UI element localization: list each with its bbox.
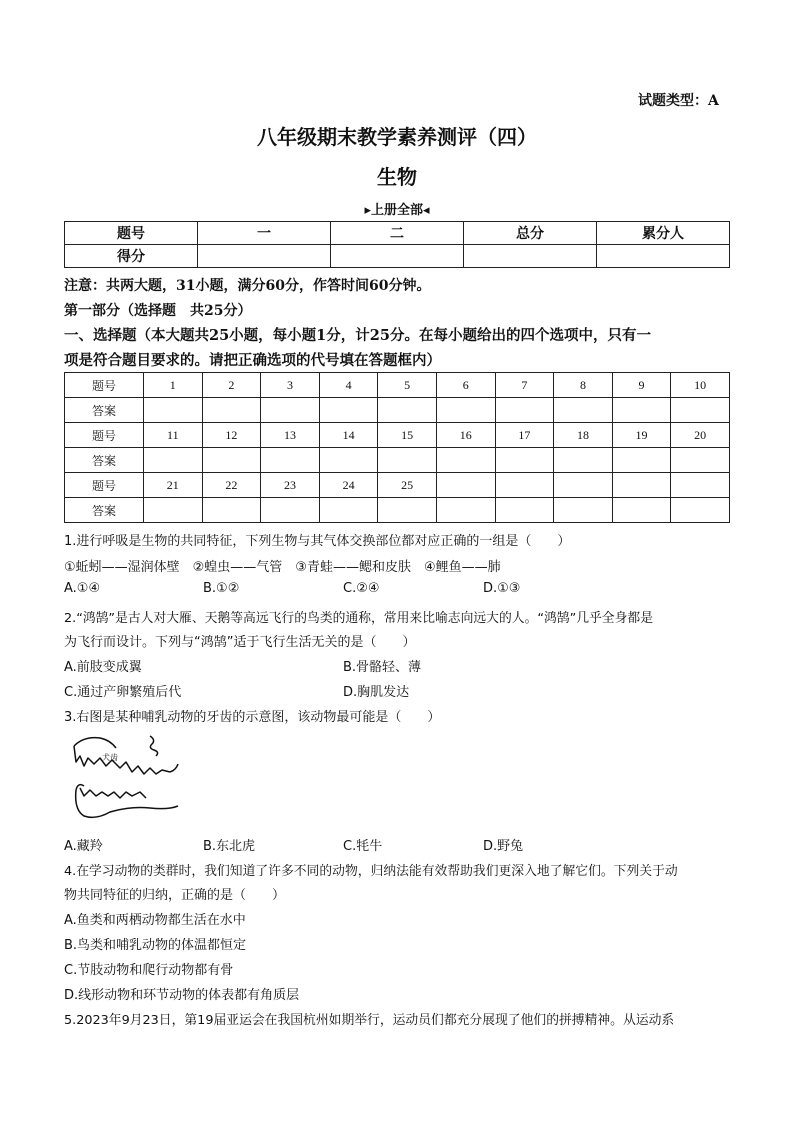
question-number-label: 题号 (65, 473, 144, 498)
exam-title: 八年级期末教学素养测评（四） (257, 125, 537, 149)
question-number: 4 (319, 373, 378, 398)
q1-items: ①蚯蚓——湿润体壁 ②蝗虫——气管 ③青蛙——鳃和皮肤 ④鲤鱼——肺 (64, 560, 501, 575)
q2-option-c[interactable]: C.通过产卵繁殖后代 (64, 685, 182, 700)
question-number: 11 (144, 423, 203, 448)
question-number: 14 (319, 423, 378, 448)
q4-stem-line2: 物共同特征的归纳，正确的是（ ） (64, 888, 286, 903)
question-number: 15 (378, 423, 437, 448)
scope-label: ▸上册全部◂ (364, 203, 430, 218)
answer-label: 答案 (65, 498, 144, 523)
answer-cell[interactable] (378, 498, 437, 523)
part1-title: 第一部分（选择题 共25分） (64, 303, 252, 319)
answer-cell[interactable] (319, 398, 378, 423)
q2-stem-line2: 为飞行而设计。下列与“鸿鹄”适于飞行生活无关的是（ ） (64, 635, 416, 650)
question-number: 20 (671, 423, 730, 448)
q3-option-c[interactable]: C.牦牛 (343, 839, 383, 854)
score-input-cell[interactable] (198, 245, 331, 268)
question-number: 22 (202, 473, 261, 498)
answer-cell[interactable] (436, 498, 495, 523)
canine-label: 犬齿 (102, 753, 118, 762)
question-number: 2 (202, 373, 261, 398)
answer-cell[interactable] (554, 498, 613, 523)
question-number: 7 (495, 373, 554, 398)
answer-cell[interactable] (261, 398, 320, 423)
score-header-cell: 一 (198, 222, 331, 245)
q4-option-d[interactable]: D.线形动物和环节动物的体表都有角质层 (64, 988, 300, 1003)
answer-cell[interactable] (202, 398, 261, 423)
answer-cell[interactable] (319, 498, 378, 523)
question-type-label: 试题类型：A (638, 93, 719, 109)
q3-option-d[interactable]: D.野兔 (483, 839, 524, 854)
answer-cell[interactable] (319, 448, 378, 473)
answer-cell[interactable] (436, 448, 495, 473)
subject-title: 生物 (377, 165, 417, 189)
question-number (554, 473, 613, 498)
score-input-cell[interactable] (464, 245, 597, 268)
answer-grid-question-row (65, 423, 730, 448)
score-input-cell[interactable] (597, 245, 730, 268)
answer-cell[interactable] (612, 448, 671, 473)
score-header-cell: 题号 (65, 222, 198, 245)
answer-cell[interactable] (144, 448, 203, 473)
q1-option-a[interactable]: A.①④ (64, 581, 101, 596)
answer-grid-question-row (65, 473, 730, 498)
q4-option-c[interactable]: C.节肢动物和爬行动物都有骨 (64, 963, 234, 978)
answer-cell[interactable] (202, 498, 261, 523)
score-header-row (65, 222, 730, 245)
q5-stem-line1: 5.2023年9月23日，第19届亚运会在我国杭州如期举行，运动员们都充分展现了他们的拼搏精神。从运动系 (64, 1013, 675, 1028)
answer-grid-answer-row (65, 448, 730, 473)
answer-grid-question-row (65, 373, 730, 398)
question-number: 10 (671, 373, 730, 398)
teeth-diagram-icon (70, 732, 182, 822)
answer-cell[interactable] (495, 398, 554, 423)
q1-stem: 1.进行呼吸是生物的共同特征，下列生物与其气体交换部位都对应正确的一组是（ ） (64, 534, 571, 549)
q2-option-d[interactable]: D.胸肌发达 (343, 685, 410, 700)
answer-cell[interactable] (671, 398, 730, 423)
q2-option-a[interactable]: A.前肢变成翼 (64, 660, 142, 675)
q1-option-c[interactable]: C.②④ (343, 581, 380, 596)
question-number: 24 (319, 473, 378, 498)
q3-option-b[interactable]: B.东北虎 (203, 839, 256, 854)
answer-cell[interactable] (671, 498, 730, 523)
question-number: 18 (554, 423, 613, 448)
answer-cell[interactable] (554, 398, 613, 423)
question-number: 13 (261, 423, 320, 448)
answer-cell[interactable] (144, 498, 203, 523)
question-number: 8 (554, 373, 613, 398)
question-number: 9 (612, 373, 671, 398)
answer-cell[interactable] (378, 398, 437, 423)
question-number: 16 (436, 423, 495, 448)
answer-grid-answer-row (65, 398, 730, 423)
score-row-label: 得分 (65, 245, 198, 268)
teeth-figure (70, 732, 182, 822)
answer-cell[interactable] (671, 448, 730, 473)
question-number-label: 题号 (65, 423, 144, 448)
score-input-cell[interactable] (331, 245, 464, 268)
answer-cell[interactable] (436, 398, 495, 423)
question-number: 21 (144, 473, 203, 498)
answer-grid (64, 372, 730, 523)
answer-cell[interactable] (612, 398, 671, 423)
question-number: 3 (261, 373, 320, 398)
question-number: 25 (378, 473, 437, 498)
q3-option-a[interactable]: A.藏羚 (64, 839, 103, 854)
score-table (64, 221, 730, 268)
question-number (671, 473, 730, 498)
answer-label: 答案 (65, 398, 144, 423)
question-number-label: 题号 (65, 373, 144, 398)
q2-option-b[interactable]: B.骨骼轻、薄 (343, 660, 422, 675)
score-value-row (65, 245, 730, 268)
q4-option-b[interactable]: B.鸟类和哺乳动物的体温都恒定 (64, 938, 247, 953)
section1-instructions-line2: 项是符合题目要求的。请把正确选项的代号填在答题框内） (64, 352, 441, 369)
answer-cell[interactable] (495, 498, 554, 523)
question-number: 1 (144, 373, 203, 398)
question-number (436, 473, 495, 498)
answer-cell[interactable] (554, 448, 613, 473)
answer-cell[interactable] (144, 398, 203, 423)
answer-cell[interactable] (495, 448, 554, 473)
answer-cell[interactable] (261, 498, 320, 523)
question-number: 6 (436, 373, 495, 398)
q2-stem-line1: 2.“鸿鹄”是古人对大雁、天鹅等高远飞行的鸟类的通称，常用来比喻志向远大的人。“鸿鹄”几乎全身都是 (64, 611, 653, 626)
q4-option-a[interactable]: A.鱼类和两栖动物都生活在水中 (64, 913, 246, 928)
q4-stem-line1: 4.在学习动物的类群时，我们知道了许多不同的动物，归纳法能有效帮助我们更深入地了解它们。下列关于动 (64, 864, 678, 879)
answer-grid-answer-row (65, 498, 730, 523)
question-number: 17 (495, 423, 554, 448)
score-header-cell: 二 (331, 222, 464, 245)
score-header-cell: 总分 (464, 222, 597, 245)
q3-stem: 3.右图是某种哺乳动物的牙齿的示意图，该动物最可能是（ ） (64, 710, 441, 725)
question-number: 19 (612, 423, 671, 448)
answer-cell[interactable] (612, 498, 671, 523)
notice-text: 注意：共两大题，31小题，满分60分，作答时间60分钟。 (64, 278, 431, 294)
score-header-cell: 累分人 (597, 222, 730, 245)
question-number: 5 (378, 373, 437, 398)
q1-option-d[interactable]: D.①③ (483, 581, 521, 596)
question-number: 23 (261, 473, 320, 498)
answer-cell[interactable] (378, 448, 437, 473)
section1-instructions-line1: 一、选择题（本大题共25小题，每小题1分，计25分。在每小题给出的四个选项中，只有一 (64, 327, 651, 344)
question-number (495, 473, 554, 498)
question-number: 12 (202, 423, 261, 448)
answer-cell[interactable] (202, 448, 261, 473)
answer-label: 答案 (65, 448, 144, 473)
question-number (612, 473, 671, 498)
answer-cell[interactable] (261, 448, 320, 473)
q1-option-b[interactable]: B.①② (203, 581, 240, 596)
